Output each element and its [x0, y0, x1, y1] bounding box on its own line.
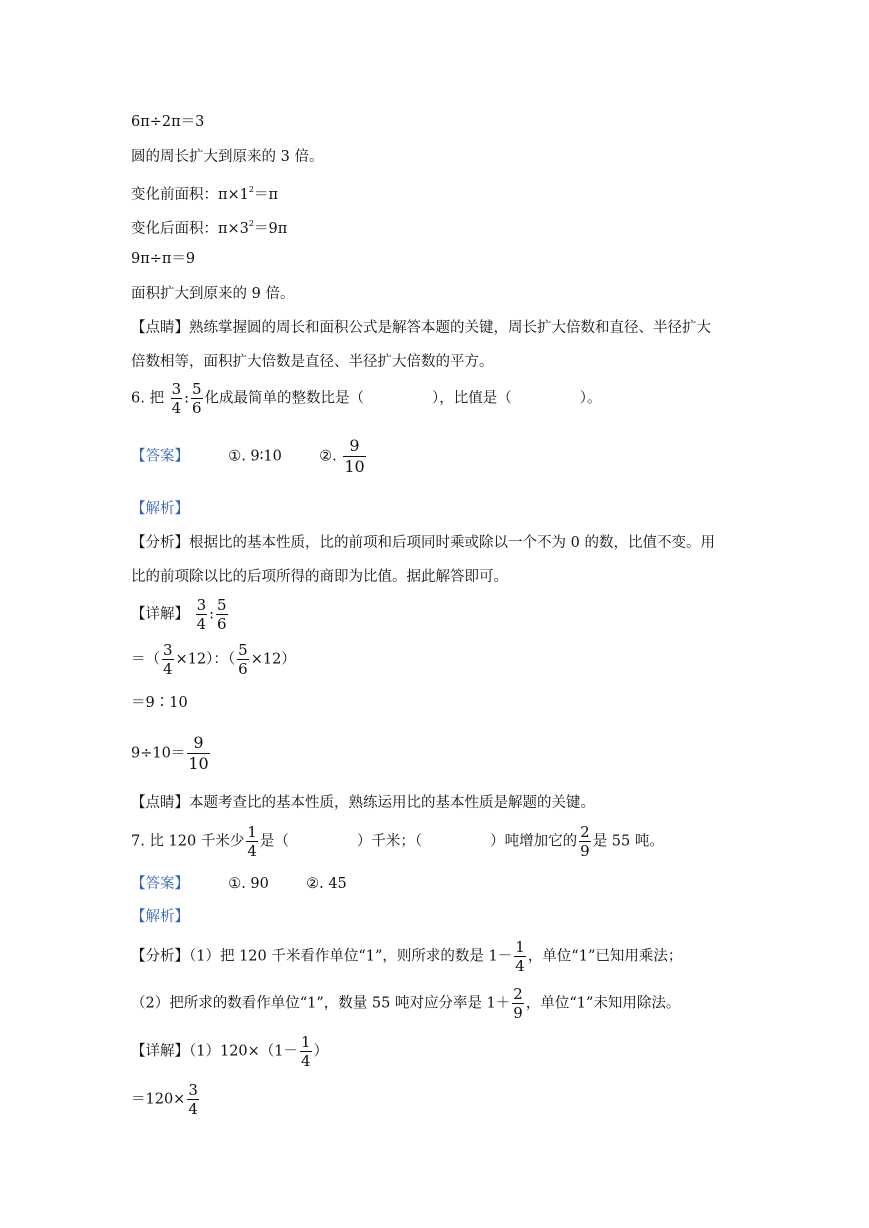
step-line: ＝9∶10: [131, 695, 188, 711]
question-6: [131, 380, 602, 417]
dianjing-line: 倍数相等，面积扩大倍数是直径、半径扩大倍数的平方。: [131, 354, 494, 370]
fraction: [514, 938, 526, 975]
denominator: 4: [301, 1052, 311, 1070]
numerator: 3: [171, 380, 182, 398]
question-text: 是 55 吨。: [592, 833, 664, 850]
numerator: 9: [193, 733, 204, 752]
fraction: [171, 380, 183, 417]
step-line: [131, 1081, 201, 1118]
answer-line: [131, 436, 368, 477]
denominator: 4: [515, 957, 525, 975]
question-text: ）千米；（: [356, 833, 423, 850]
question-7: [131, 823, 664, 860]
fenxi-text: （2）把所求的数看作单位“1”，数量 55 吨对应分率是 1＋: [131, 995, 511, 1012]
step-line: [131, 733, 212, 774]
area-after-result: ＝9π: [254, 221, 288, 237]
xiangjie-text: ）: [313, 1043, 329, 1060]
xiangjie-tag: 【详解】: [131, 606, 189, 623]
area-before-line: [131, 180, 278, 205]
denominator: 4: [163, 660, 173, 678]
calc-line: 6π÷2π＝3: [131, 114, 205, 130]
numerator: 5: [238, 641, 248, 659]
denominator: 10: [188, 754, 209, 773]
fenxi-line: 比的前项除以比的后项所得的商即为比值。据此解答即可。: [131, 569, 508, 585]
area-before-exp: 2: [248, 185, 254, 194]
step-text: ×12）：（: [175, 651, 236, 668]
fraction: [187, 1081, 199, 1118]
fraction: [162, 641, 174, 678]
answer-tag: 【答案】: [131, 876, 189, 892]
area-before-text: 变化前面积：π×1: [131, 187, 249, 203]
answer-1: ①. 9∶10: [228, 448, 282, 465]
denominator: 4: [196, 615, 207, 633]
answer-2: ②.: [319, 448, 337, 465]
area-after-line: [131, 214, 287, 239]
denominator: 10: [344, 457, 365, 476]
numerator: 3: [163, 641, 173, 659]
denominator: 4: [247, 842, 257, 860]
jiexi-tag: 【解析】: [131, 909, 189, 925]
answer-line: [131, 874, 347, 894]
area-after-exp: 2: [248, 219, 254, 228]
denominator: 4: [188, 1100, 198, 1118]
numerator: 1: [515, 938, 525, 956]
denominator: 9: [580, 842, 590, 860]
answer-tag: 【答案】: [131, 448, 189, 465]
numerator: 2: [580, 823, 590, 841]
fenxi-line: [131, 985, 680, 1022]
numerator: 3: [196, 596, 207, 614]
fenxi-text: ，单位“1”未知用除法。: [525, 995, 681, 1012]
numerator: 9: [349, 436, 360, 455]
text-line: 面积扩大到原来的 9 倍。: [131, 286, 295, 302]
answer-1: ①. 90: [228, 876, 269, 892]
step-text: 9÷10＝: [131, 745, 186, 762]
numerator: 5: [217, 596, 227, 614]
fraction: [191, 380, 203, 417]
jiexi-tag: 【解析】: [131, 501, 189, 517]
area-before-result: ＝π: [254, 187, 279, 203]
fenxi-text: ，单位“1”已知用乘法；: [527, 948, 683, 965]
fraction: [579, 823, 591, 860]
ratio-colon: :: [209, 606, 215, 623]
numerator: 3: [188, 1081, 198, 1099]
fraction: [196, 596, 208, 633]
denominator: 6: [217, 615, 227, 633]
question-text: 7. 比 120 千米少: [131, 833, 245, 850]
calc-line: 9π÷π＝9: [131, 251, 196, 267]
denominator: 4: [171, 399, 182, 417]
denominator: 6: [238, 660, 248, 678]
dianjing-line: 【点睛】本题考查比的基本性质，熟练运用比的基本性质是解题的关键。: [131, 795, 595, 811]
question-number: 6. 把: [131, 390, 164, 407]
fraction: [512, 985, 524, 1022]
fraction: [246, 823, 258, 860]
question-text: ）。: [579, 390, 602, 407]
step-line: [131, 641, 296, 678]
question-text: 化成最简单的整数比是（: [204, 390, 365, 407]
fraction: [216, 596, 228, 633]
numerator: 1: [247, 823, 257, 841]
step-text: ×12）: [250, 651, 296, 668]
numerator: 1: [301, 1033, 311, 1051]
denominator: 6: [192, 399, 202, 417]
xiangjie-line: [131, 1033, 328, 1070]
ratio-colon: :: [184, 390, 189, 407]
step-text: ＝120×: [131, 1091, 186, 1108]
answer-2: ②. 45: [306, 876, 347, 892]
numerator: 2: [513, 985, 523, 1003]
numerator: 5: [192, 380, 202, 398]
question-text: ），比值是（: [432, 390, 512, 407]
denominator: 9: [513, 1004, 523, 1022]
xiangjie-text: 【详解】（1）120×（1－: [131, 1043, 299, 1060]
step-text: ＝（: [131, 651, 160, 668]
answer-fraction: [343, 436, 365, 477]
question-text: 是（: [259, 833, 289, 850]
text-line: 圆的周长扩大到原来的 3 倍。: [131, 149, 324, 165]
area-after-text: 变化后面积：π×3: [131, 221, 249, 237]
question-text: ）吨增加它的: [490, 833, 578, 850]
fenxi-line: 【分析】根据比的基本性质，比的前项和后项同时乘或除以一个不为 0 的数，比值不变。用: [131, 535, 715, 551]
dianjing-line: 【点睛】熟练掌握圆的周长和面积公式是解答本题的关键，周长扩大倍数和直径、半径扩大: [131, 320, 711, 336]
fraction: [300, 1033, 312, 1070]
fenxi-text: 【分析】（1）把 120 千米看作单位“1”，则所求的数是 1－: [131, 948, 513, 965]
fraction: [187, 733, 209, 774]
fraction: [237, 641, 249, 678]
fenxi-line: [131, 938, 682, 975]
xiangjie-line: [131, 596, 230, 633]
